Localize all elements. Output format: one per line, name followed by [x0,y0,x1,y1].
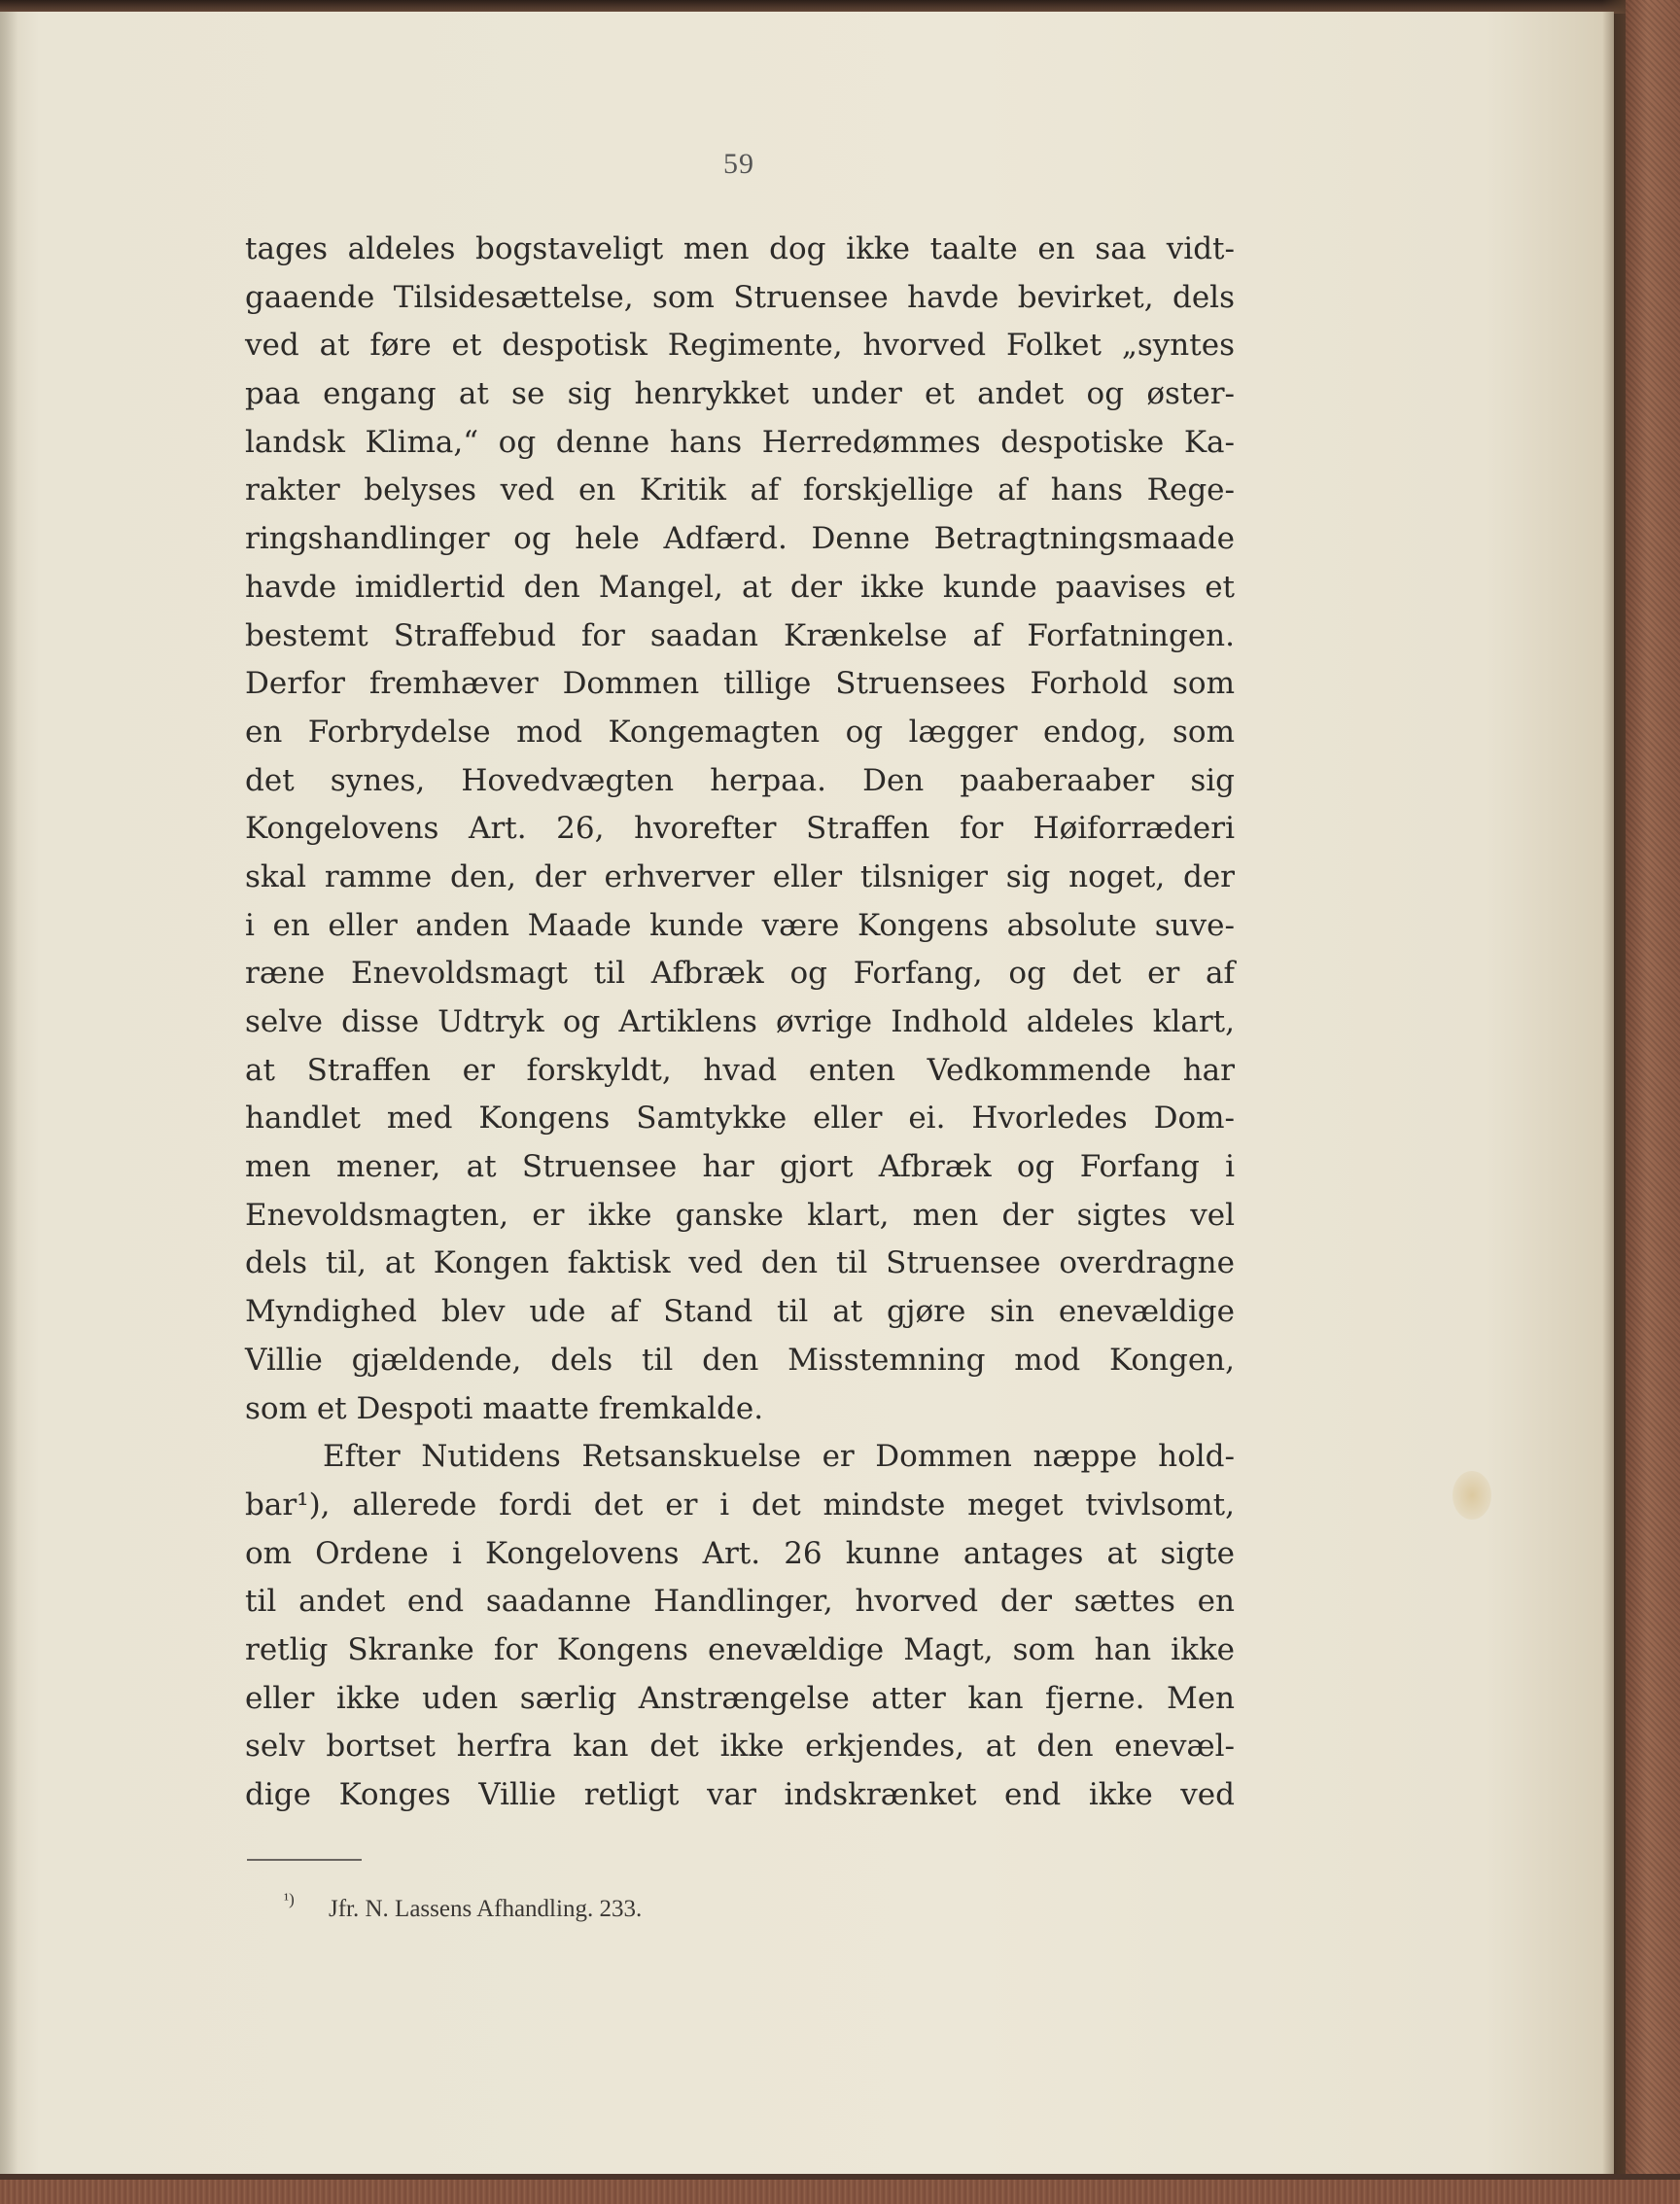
text-line: handlet med Kongens Samtykke eller ei. Hvorledes Dom- [245,1101,1235,1137]
body-text [245,226,1235,1820]
page-number: 59 [723,148,754,180]
text-line: retlig Skranke for Kongens enevældige Magt, som han ikke [245,1631,1235,1667]
text-line: om Ordene i Kongelovens Art. 26 kunne antages at sigte [245,1535,1235,1571]
paper-stain [1452,1471,1491,1520]
text-line: rakter belyses ved en Kritik af forskjellige af hans Rege- [245,472,1235,508]
footnote-rule [247,1859,362,1861]
text-line: bestemt Straffebud for saadan Krænkelse af Forfatningen. [245,617,1235,653]
paragraph-end-line: som et Despoti maatte fremkalde. [245,1390,764,1426]
text-line: det synes, Hovedvægten herpaa. Den paaberaaber sig [245,762,1235,798]
text-line: tages aldeles bogstaveligt men dog ikke taalte en saa vidt- [245,231,1235,266]
text-line: gaaende Tilsidesættelse, som Struensee havde bevirket, dels [245,279,1235,315]
text-line: men mener, at Struensee har gjort Afbræk og Forfang i [245,1149,1235,1185]
text-line: ringshandlinger og hele Adfærd. Denne Betragtningsmaade [245,521,1235,557]
text-line: ved at føre et despotisk Regimente, hvorved Folket „syntes [245,328,1235,364]
text-line: skal ramme den, der erhverver eller tilsniger sig noget, der [245,858,1235,894]
text-line: en Forbrydelse mod Kongemagten og lægger endog, som [245,714,1235,750]
footnote-mark: ¹) [284,1890,295,1908]
text-line: dels til, at Kongen faktisk ved den til Struensee overdragne [245,1245,1235,1281]
text-line: Enevoldsmagten, er ikke ganske klart, men der sigtes vel [245,1197,1235,1233]
text-line: Kongelovens Art. 26, hvorefter Straffen for Høiforræderi [245,811,1235,847]
text-line: Villie gjældende, dels til den Misstemning mod Kongen, [245,1342,1235,1378]
gutter-shadow [0,12,18,2176]
text-line: at Straffen er forskyldt, hvad enten Vedkommende har [245,1052,1235,1088]
text-line: selve disse Udtryk og Artiklens øvrige Indhold aldeles klart, [245,1004,1235,1039]
book-bottom-edge [0,2180,1680,2204]
text-line: eller ikke uden særlig Anstrængelse atter kan fjerne. Men [245,1680,1235,1716]
text-line: dige Konges Villie retligt var indskrænket end ikke ved [245,1777,1235,1812]
text-line: havde imidlertid den Mangel, at der ikke kunde paavises et [245,569,1235,605]
paragraph-start-line: Efter Nutidens Retsanskuelse er Dommen næppe hold- [323,1439,1235,1475]
text-line: i en eller anden Maade kunde være Kongens absolute suve- [245,907,1235,943]
text-line: selv bortset herfra kan det ikke erkjendes, at den enevæl- [245,1729,1235,1765]
text-line: ræne Enevoldsmagt til Afbræk og Forfang, og det er af [245,956,1235,992]
text-line: bar¹), allerede fordi det er i det mindste meget tvivlsomt, [245,1487,1235,1522]
text-line: paa engang at se sig henrykket under et andet og øster- [245,376,1235,412]
text-line: til andet end saadanne Handlinger, hvorved der sættes en [245,1584,1235,1620]
text-line: Derfor fremhæver Dommen tillige Struensees Forhold som [245,666,1235,702]
footnote-text: Jfr. N. Lassens Afhandling. 233. [329,1896,643,1922]
text-line: landsk Klima,“ og denne hans Herredømmes despotiske Ka- [245,424,1235,460]
text-line: Myndighed blev ude af Stand til at gjøre sin enevældige [245,1294,1235,1330]
book-cover-edge [1626,0,1680,2204]
